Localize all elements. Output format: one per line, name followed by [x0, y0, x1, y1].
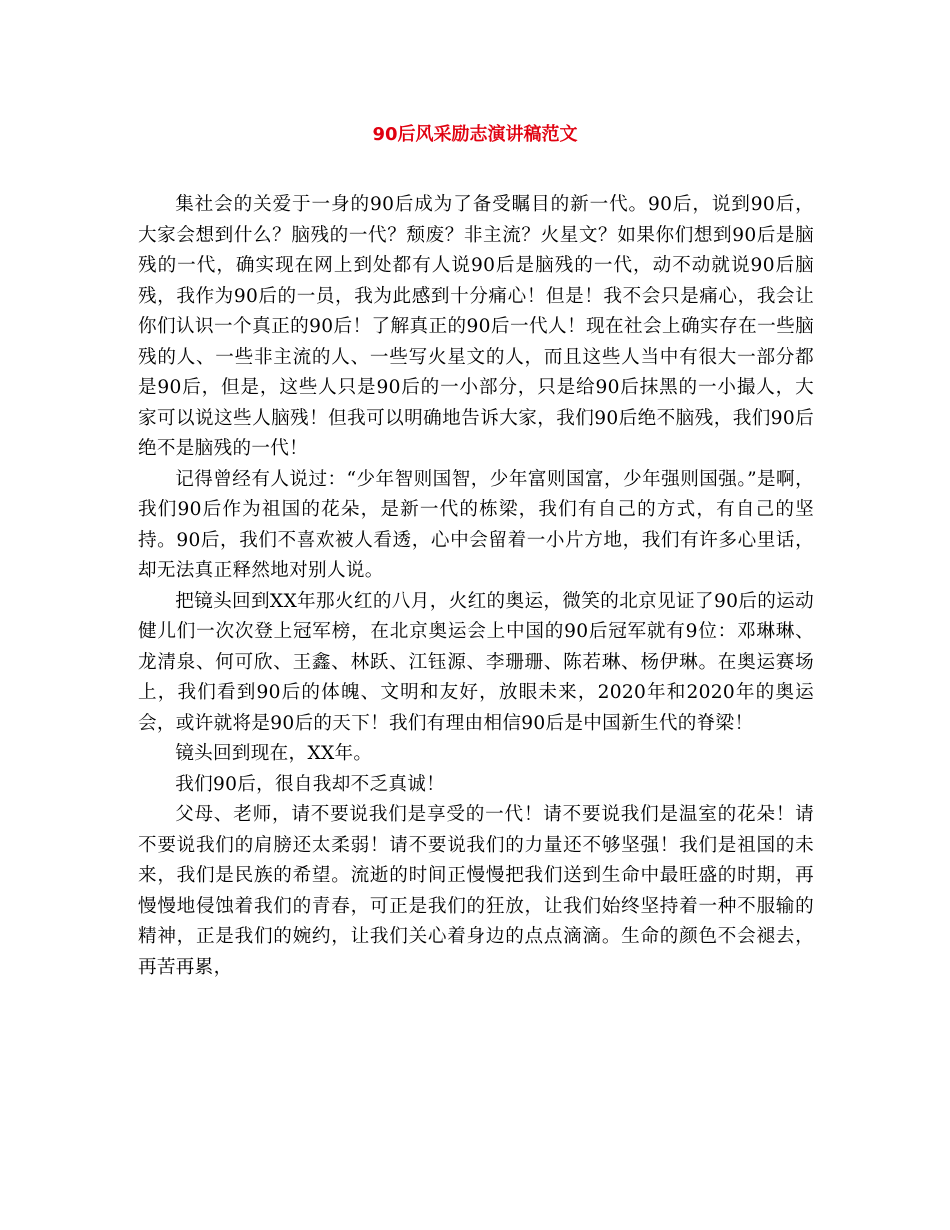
- paragraph: 我们90后，很自我却不乏真诚！: [175, 773, 446, 795]
- paragraph: 镜头回到现在，XX年。: [175, 743, 373, 764]
- document-title: 90后风采励志演讲稿范文: [372, 124, 578, 145]
- paragraph: 记得曾经有人说过：“少年智则国智，少年富则国富，少年强则国强。”是啊，我们90后作为祖国的花朵，是新一代的栋梁，我们有自己的方式，有自己的坚持。90后，我们不喜欢被人看透，心中会留着一小片方地，我们有许多心里话，却无法真正释然地对别人说。: [138, 468, 814, 581]
- document-body: [138, 190, 814, 983]
- paragraph: 父母、老师，请不要说我们是享受的一代！请不要说我们是温室的花朵！请不要说我们的肩膀还太柔弱！请不要说我们的力量还不够坚强！我们是祖国的未来，我们是民族的希望。流逝的时间正慢慢把我们送到生命中最旺盛的时期，再慢慢地侵蚀着我们的青春，可正是我们的狂放，让我们始终坚持着一种不服输的精神，正是我们的婉约，让我们关心着身边的点点滴滴。生命的颜色不会褪去，再苦再累，: [138, 804, 814, 978]
- paragraph: 把镜头回到XX年那火红的八月，火红的奥运，微笑的北京见证了90后的运动健儿们一次次登上冠军榜，在北京奥运会上中国的90后冠军就有9位：邓琳琳、龙清泉、何可欣、王鑫、林跃、江钰源、李珊珊、陈若琳、杨伊琳。在奥运赛场上，我们看到90后的体魄、文明和友好，放眼未来，2020年和2020年的奥运会，或许就将是90后的天下！我们有理由相信90后是中国新生代的脊梁！: [138, 590, 814, 734]
- paragraph: 集社会的关爱于一身的90后成为了备受瞩目的新一代。90后，说到90后，大家会想到什么？脑残的一代？颓废？非主流？火星文？如果你们想到90后是脑残的一代，确实现在网上到处都有人说90后是脑残的一代，动不动就说90后脑残，我作为90后的一员，我为此感到十分痛心！但是！我不会只是痛心，我会让你们认识一个真正的90后！了解真正的90后一代人！现在社会上确实存在一些脑残的人、一些非主流的人、一些写火星文的人，而且这些人当中有很大一部分都是90后，但是，这些人只是90后的一小部分，只是给90后抹黑的一小撮人，大家可以说这些人脑残！但我可以明确地告诉大家，我们90后绝不脑残，我们90后绝不是脑残的一代！: [138, 194, 814, 459]
